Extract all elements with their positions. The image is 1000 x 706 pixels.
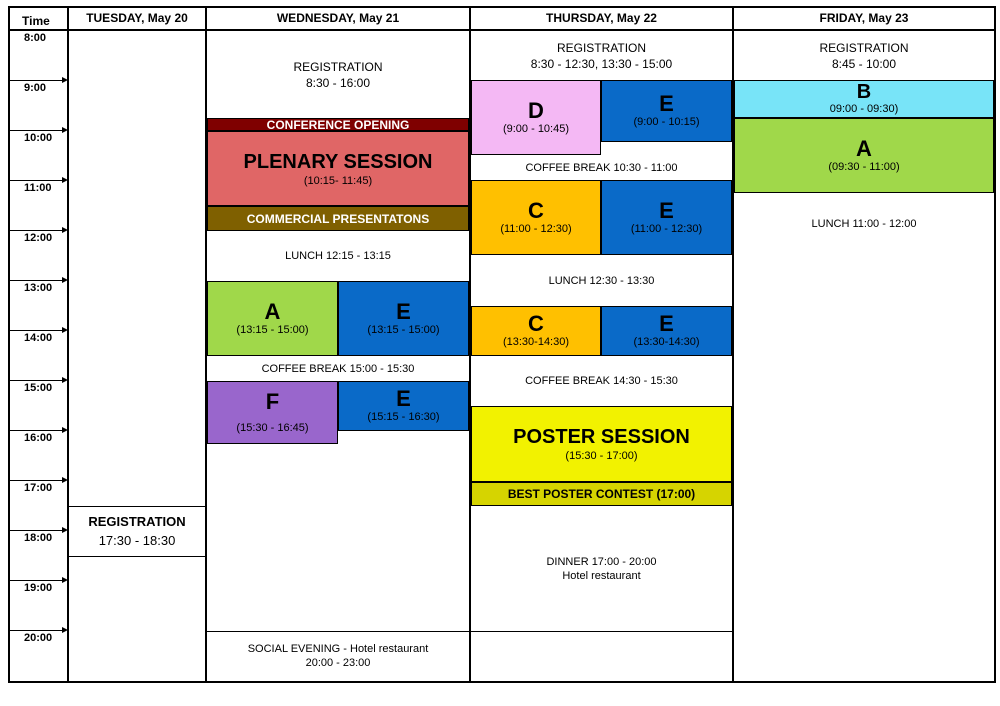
wednesday-registration [207, 31, 469, 118]
hour-tick [8, 380, 66, 381]
thursday-lunch [471, 255, 732, 306]
thursday-coffee-break [471, 356, 732, 406]
session-time: (13:15 - 15:00) [236, 323, 309, 336]
time-label: 11:00 [24, 182, 52, 194]
opening-label: CONFERENCE OPENING [266, 117, 410, 132]
friday-lunch [734, 193, 994, 255]
time-header: Time [22, 14, 50, 28]
session-c [471, 306, 601, 356]
session-b [734, 80, 994, 118]
hour-tick [8, 630, 66, 631]
session-letter: A [264, 298, 281, 324]
wednesday-coffee-break [207, 356, 469, 381]
hour-tick [8, 80, 66, 81]
session-time: 09:00 - 09:30) [829, 103, 899, 115]
session-time: (15:15 - 16:30) [367, 411, 440, 423]
session-time: (09:30 - 11:00) [828, 160, 900, 173]
coffee-label: COFFEE BREAK 14:30 - 15:30 [525, 375, 678, 387]
session-time: (13:30-14:30) [633, 336, 700, 348]
hour-tick [8, 180, 66, 181]
tuesday-registration [69, 507, 205, 556]
hour-tick [8, 430, 66, 431]
session-time: (15:30 - 16:45) [236, 421, 309, 434]
coffee-label: COFFEE BREAK 15:00 - 15:30 [261, 362, 415, 375]
commercial-presentations [207, 206, 469, 231]
hour-tick [8, 230, 66, 231]
registration-title: REGISTRATION [819, 40, 909, 55]
registration-title: REGISTRATION [556, 40, 647, 55]
coffee-label: COFFEE BREAK 10:30 - 11:00 [525, 161, 678, 174]
registration-time: 8:30 - 12:30, 13:30 - 15:00 [530, 56, 673, 71]
session-letter: C [528, 197, 544, 223]
divider [69, 556, 205, 557]
hour-tick [8, 130, 66, 131]
session-e [338, 281, 469, 356]
session-time: (13:15 - 15:00) [367, 323, 440, 336]
time-label: 18:00 [24, 532, 53, 544]
time-label: 16:00 [24, 432, 53, 444]
conference-opening [207, 118, 469, 131]
session-letter: D [528, 97, 544, 123]
arrow-icon [62, 427, 68, 433]
lunch-label: LUNCH 11:00 - 12:00 [811, 218, 917, 230]
registration-time: 8:45 - 10:00 [831, 56, 897, 71]
session-letter: F [265, 388, 280, 414]
session-letter: A [856, 135, 872, 161]
arrow-icon [62, 377, 68, 383]
best-poster-contest [471, 482, 732, 506]
arrow-icon [62, 527, 68, 533]
registration-title: REGISTRATION [88, 513, 186, 529]
friday-header: FRIDAY, May 23 [819, 11, 909, 25]
arrow-icon [62, 577, 68, 583]
hour-tick [8, 280, 66, 281]
arrow-icon [62, 77, 68, 83]
wednesday-header: WEDNESDAY, May 21 [276, 11, 400, 25]
time-label: 12:00 [24, 232, 53, 244]
time-label: 20:00 [24, 632, 53, 644]
session-c [471, 180, 601, 255]
commercial-label: COMMERCIAL PRESENTATONS [246, 211, 430, 226]
registration-time: 8:30 - 16:00 [305, 75, 371, 90]
session-f [207, 381, 338, 444]
session-a [734, 118, 994, 193]
hour-tick [8, 330, 66, 331]
time-label: 9:00 [24, 82, 47, 94]
poster-session [471, 406, 732, 482]
plenary-title: PLENARY SESSION [243, 150, 433, 173]
session-d [471, 80, 601, 155]
session-e [601, 306, 732, 356]
session-a [207, 281, 338, 356]
arrow-icon [62, 127, 68, 133]
plenary-session [207, 131, 469, 206]
session-time: (11:00 - 12:30) [630, 222, 703, 235]
arrow-icon [62, 177, 68, 183]
dinner-place: Hotel restaurant [562, 569, 641, 582]
hour-tick [8, 480, 66, 481]
session-letter: E [659, 311, 674, 336]
social-evening [207, 632, 469, 680]
wednesday-lunch [207, 231, 469, 281]
session-time: (9:00 - 10:15) [633, 116, 700, 128]
time-label: 13:00 [24, 282, 53, 294]
divider [471, 631, 732, 632]
registration-title: REGISTRATION [293, 59, 383, 74]
session-time: (13:30-14:30) [502, 336, 570, 348]
session-e [601, 80, 732, 142]
time-label: 10:00 [24, 132, 53, 144]
time-label: 15:00 [24, 382, 53, 394]
arrow-icon [62, 627, 68, 633]
session-letter: B [856, 81, 872, 103]
plenary-time: (10:15- 11:45) [303, 174, 373, 187]
time-label: 14:00 [24, 332, 53, 344]
arrow-icon [62, 227, 68, 233]
thursday-coffee-break [471, 155, 732, 180]
poster-time: (15:30 - 17:00) [565, 450, 638, 462]
social-time: 20:00 - 23:00 [305, 657, 371, 669]
thursday-registration [471, 31, 732, 80]
dinner-title: DINNER 17:00 - 20:00 [546, 555, 657, 568]
session-letter: E [659, 91, 674, 116]
time-label: 17:00 [24, 482, 53, 494]
friday-registration [734, 31, 994, 80]
time-label: 8:00 [24, 32, 47, 44]
session-letter: E [396, 298, 411, 324]
contest-label: BEST POSTER CONTEST (17:00) [507, 487, 696, 501]
social-title: SOCIAL EVENING - Hotel restaurant [247, 643, 429, 655]
poster-title: POSTER SESSION [513, 426, 690, 448]
thursday-dinner [471, 506, 732, 631]
session-e [601, 180, 732, 255]
hour-tick [8, 580, 66, 581]
lunch-label: LUNCH 12:30 - 13:30 [548, 274, 655, 287]
session-e [338, 381, 469, 431]
session-letter: E [396, 386, 411, 411]
session-letter: E [659, 197, 674, 223]
session-time: (11:00 - 12:30) [500, 222, 572, 235]
arrow-icon [62, 327, 68, 333]
registration-time: 17:30 - 18:30 [98, 532, 176, 548]
hour-tick [8, 530, 66, 531]
tuesday-header: TUESDAY, May 20 [86, 11, 188, 25]
thursday-header: THURSDAY, May 22 [546, 11, 657, 25]
time-label: 19:00 [24, 582, 53, 594]
session-letter: C [528, 311, 544, 336]
arrow-icon [62, 277, 68, 283]
lunch-label: LUNCH 12:15 - 13:15 [285, 250, 391, 262]
session-time: (9:00 - 10:45) [502, 122, 570, 135]
arrow-icon [62, 477, 68, 483]
